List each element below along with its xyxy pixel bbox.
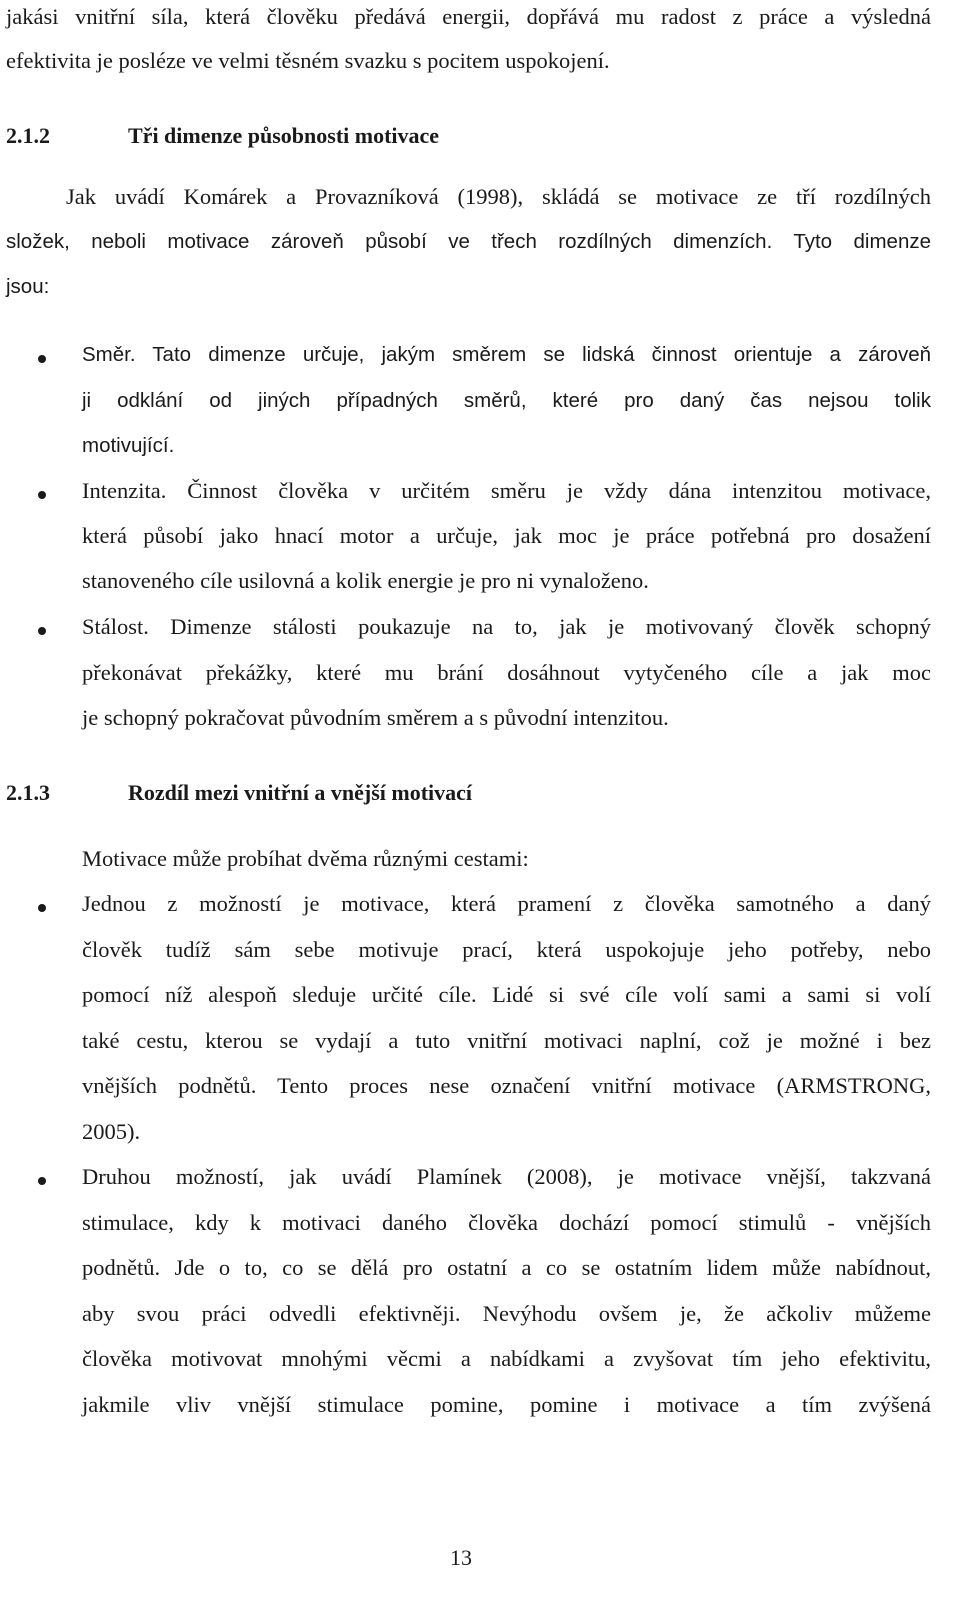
paragraph-line: Jak uvádí Komárek a Provazníková (1998), skládá se motivace ze tří rozdílných — [66, 184, 931, 209]
list-item-line: člověka motivovat mnohými věcmi a nabídkami a zvyšovat tím jeho efektivitu, — [82, 1346, 931, 1371]
list-item-line: stanoveného cíle usilovná a kolik energie je pro ni vynaloženo. — [82, 568, 649, 593]
list-item-line: Směr. Tato dimenze určuje, jakým směrem se lidská činnost orientuje a zároveň — [82, 343, 931, 366]
section-number: 2.1.2 — [6, 123, 50, 148]
list-item-line: která působí jako hnací motor a určuje, jak moc je práce potřebná pro dosažení — [82, 523, 931, 548]
list-item-line: ji odklání od jiných případných směrů, které pro daný čas nejsou tolik — [82, 389, 931, 412]
section-title: Tři dimenze působnosti motivace — [128, 123, 440, 148]
section-title: Rozdíl mezi vnitřní a vnější motivací — [128, 780, 473, 805]
bullet-point — [38, 1177, 46, 1185]
list-item-line: Druhou možností, jak uvádí Plamínek (2008), je motivace vnější, takzvaná — [82, 1164, 931, 1189]
list-item-line: vnějších podnětů. Tento proces nese označení vnitřní motivace (ARMSTRONG, — [82, 1073, 931, 1098]
paragraph-line: Motivace může probíhat dvěma různými cestami: — [82, 846, 529, 871]
paragraph-line: jsou: — [6, 275, 50, 298]
intro-line-2: efektivita je posléze ve velmi těsném svazku s pocitem uspokojení. — [6, 48, 610, 73]
bullet-point — [38, 491, 46, 499]
list-item-line: aby svou práci odvedli efektivněji. Nevýhodu ovšem je, že ačkoliv můžeme — [82, 1301, 931, 1326]
list-item-line: je schopný pokračovat původním směrem a s původní intenzitou. — [82, 705, 669, 730]
list-item-line: pomocí níž alespoň sleduje určité cíle. Lidé si své cíle volí sami a sami si volí — [82, 982, 931, 1007]
intro-line-1: jakási vnitřní síla, která člověku předává energii, dopřává mu radost z práce a výsledná — [6, 4, 931, 29]
list-item-line: Intenzita. Činnost člověka v určitém směru je vždy dána intenzitou motivace, — [82, 478, 931, 503]
list-item-line: také cestu, kterou se vydají a tuto vnitřní motivaci naplní, což je možné i bez — [82, 1028, 931, 1053]
list-item-line: člověk tudíž sám sebe motivuje prací, která uspokojuje jeho potřeby, nebo — [82, 937, 931, 962]
list-item-line: překonávat překážky, které mu brání dosáhnout vytyčeného cíle a jak moc — [82, 660, 931, 685]
page-number: 13 — [450, 1545, 472, 1570]
list-item-line: jakmile vliv vnější stimulace pomine, pomine i motivace a tím zvýšená — [82, 1392, 931, 1417]
list-item-line: Jednou z možností je motivace, která pramení z člověka samotného a daný — [82, 891, 931, 916]
bullet-point — [38, 627, 46, 635]
bullet-point — [38, 904, 46, 912]
list-item-line: stimulace, kdy k motivaci daného člověka dochází pomocí stimulů - vnějších — [82, 1210, 931, 1235]
list-item-line: 2005). — [82, 1119, 141, 1144]
section-number: 2.1.3 — [6, 780, 50, 805]
bullet-point — [38, 355, 46, 363]
list-item-line: Stálost. Dimenze stálosti poukazuje na to, jak je motivovaný člověk schopný — [82, 614, 931, 639]
list-item-line: motivující. — [82, 434, 175, 457]
paragraph-line: složek, neboli motivace zároveň působí ve třech rozdílných dimenzích. Tyto dimenze — [6, 230, 931, 253]
list-item-line: podnětů. Jde o to, co se dělá pro ostatní a co se ostatním lidem může nabídnout, — [82, 1255, 931, 1280]
